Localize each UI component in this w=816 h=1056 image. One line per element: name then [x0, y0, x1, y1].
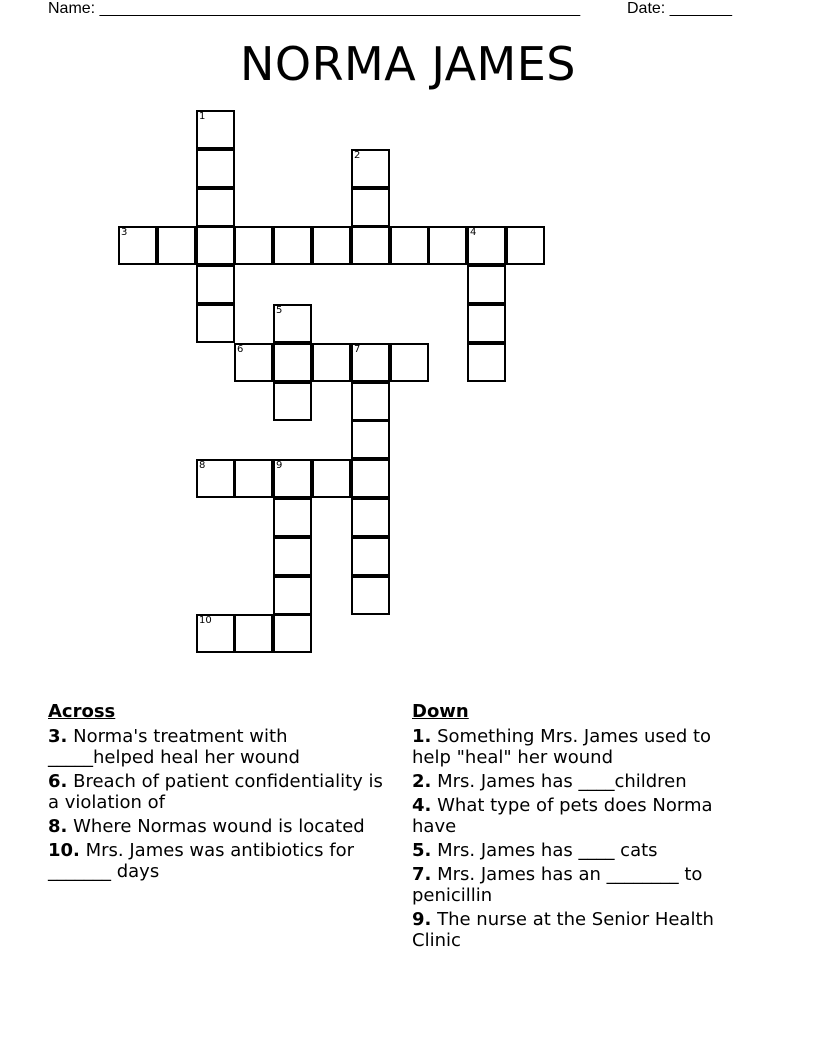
grid-cell[interactable] — [273, 537, 312, 576]
grid-cell[interactable] — [273, 498, 312, 537]
cell-number: 2 — [354, 150, 361, 161]
date-line: Date: _______ — [627, 0, 732, 17]
cell-number: 3 — [121, 227, 128, 238]
grid-cell[interactable] — [196, 149, 235, 188]
grid-cell[interactable] — [428, 226, 467, 265]
grid-cell[interactable] — [467, 304, 506, 343]
grid-cell[interactable] — [467, 265, 506, 304]
grid-cell[interactable] — [196, 265, 235, 304]
clue-number: 8. — [48, 816, 68, 837]
grid-cell[interactable] — [273, 343, 312, 382]
cell-number: 1 — [199, 111, 206, 122]
grid-cell[interactable] — [273, 382, 312, 421]
grid-cell[interactable] — [390, 343, 429, 382]
cell-number: 7 — [354, 344, 361, 355]
clue-number: 7. — [412, 864, 432, 885]
name-line: Name: ______________________________________________________ — [48, 0, 581, 17]
clue-number: 6. — [48, 771, 68, 792]
clue-down-1 — [412, 726, 747, 768]
grid-cell[interactable] — [196, 188, 235, 227]
grid-cell[interactable] — [196, 459, 235, 498]
grid-cell[interactable] — [351, 498, 390, 537]
clue-number: 10. — [48, 840, 80, 861]
clue-down-4 — [412, 795, 747, 837]
cell-number: 5 — [276, 305, 283, 316]
grid-cell[interactable] — [351, 149, 390, 188]
clue-number: 9. — [412, 909, 432, 930]
grid-cell[interactable] — [273, 226, 312, 265]
grid-cell[interactable] — [118, 226, 157, 265]
clue-text: Norma's treatment with _____helped heal her wound — [48, 726, 300, 768]
across-clues — [48, 701, 388, 885]
cell-number: 4 — [470, 227, 477, 238]
clue-text: The nurse at the Senior Health Clinic — [412, 909, 714, 951]
grid-cell[interactable] — [351, 188, 390, 227]
grid-cell[interactable] — [467, 343, 506, 382]
page-title: NORMA JAMES — [239, 37, 577, 91]
clue-across-8 — [48, 816, 388, 837]
grid-cell[interactable] — [196, 110, 235, 149]
grid-cell[interactable] — [196, 614, 235, 653]
grid-cell[interactable] — [157, 226, 196, 265]
clue-across-3 — [48, 726, 388, 768]
grid-cell[interactable] — [234, 459, 273, 498]
grid-cell[interactable] — [312, 343, 351, 382]
cell-number: 6 — [237, 344, 244, 355]
grid-cell[interactable] — [351, 420, 390, 459]
clue-text: Mrs. James has ____ cats — [437, 840, 658, 861]
clue-number: 2. — [412, 771, 432, 792]
grid-cell[interactable] — [351, 576, 390, 615]
clue-across-10 — [48, 840, 388, 882]
clue-text: Mrs. James was antibiotics for _______ days — [48, 840, 355, 882]
grid-cell[interactable] — [390, 226, 429, 265]
grid-cell[interactable] — [351, 343, 390, 382]
clue-down-2 — [412, 771, 747, 792]
clue-down-5 — [412, 840, 747, 861]
cell-number: 9 — [276, 460, 283, 471]
grid-cell[interactable] — [234, 614, 273, 653]
grid-cell[interactable] — [273, 459, 312, 498]
clue-number: 5. — [412, 840, 432, 861]
grid-cell[interactable] — [506, 226, 545, 265]
grid-cell[interactable] — [351, 382, 390, 421]
clue-number: 4. — [412, 795, 432, 816]
grid-cell[interactable] — [351, 537, 390, 576]
grid-cell[interactable] — [351, 226, 390, 265]
clue-text: Something Mrs. James used to help "heal" her wound — [412, 726, 712, 768]
clue-text: Mrs. James has an ________ to penicillin — [412, 864, 703, 906]
grid-cell[interactable] — [273, 614, 312, 653]
clue-number: 1. — [412, 726, 432, 747]
grid-cell[interactable] — [312, 226, 351, 265]
grid-cell[interactable] — [273, 304, 312, 343]
grid-cell[interactable] — [196, 226, 235, 265]
cell-number: 8 — [199, 460, 206, 471]
clue-text: Where Normas wound is located — [73, 816, 365, 837]
down-heading: Down — [412, 701, 469, 722]
clue-text: What type of pets does Norma have — [412, 795, 713, 837]
grid-cell[interactable] — [312, 459, 351, 498]
grid-cell[interactable] — [351, 459, 390, 498]
grid-cell[interactable] — [234, 226, 273, 265]
grid-cell[interactable] — [196, 304, 235, 343]
cell-number: 10 — [199, 615, 212, 626]
clue-number: 3. — [48, 726, 68, 747]
clue-down-7 — [412, 864, 747, 906]
clue-text: Mrs. James has ____children — [437, 771, 687, 792]
grid-cell[interactable] — [467, 226, 506, 265]
grid-cell[interactable] — [234, 343, 273, 382]
clue-down-9 — [412, 909, 747, 951]
across-heading: Across — [48, 701, 116, 722]
clue-text: Breach of patient confidentiality is a violation of — [48, 771, 383, 813]
clue-across-6 — [48, 771, 388, 813]
down-clues — [412, 701, 747, 954]
grid-cell[interactable] — [273, 576, 312, 615]
